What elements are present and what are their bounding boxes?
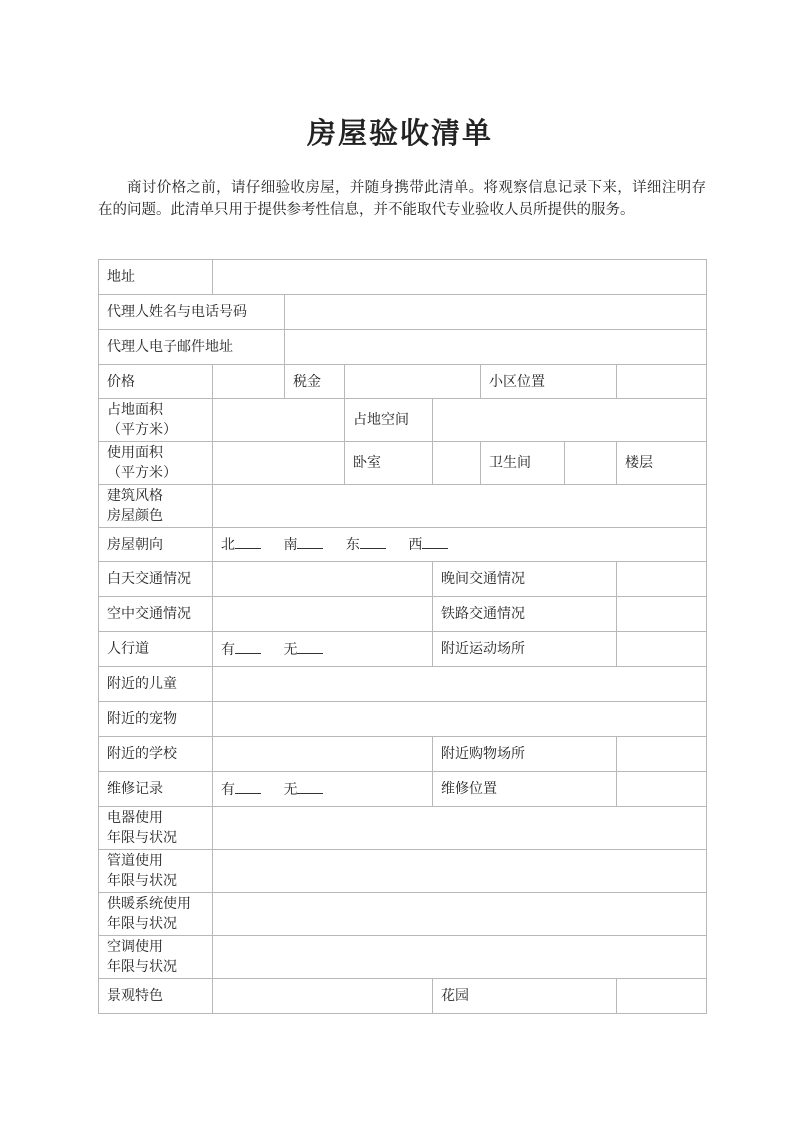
landscape-field[interactable]: [213, 979, 433, 1014]
usable-area-label-line2: （平方米）: [107, 465, 177, 481]
nearby-schools-field[interactable]: [213, 737, 433, 772]
dir-north: 北: [221, 537, 235, 553]
sidewalk-label: 人行道: [99, 632, 213, 667]
lot-space-label: 占地空间: [345, 399, 433, 442]
appliance-label-line2: 年限与状况: [107, 830, 177, 846]
floor-label: 楼层: [625, 455, 653, 471]
pipe-label: [99, 850, 213, 893]
nearby-shopping-label: 附近购物场所: [433, 737, 617, 772]
agent-email-label: 代理人电子邮件地址: [99, 330, 285, 365]
repair-yes-blank[interactable]: [235, 779, 261, 794]
rail-traffic-label: 铁路交通情况: [433, 597, 617, 632]
ac-label-line1: 空调使用: [107, 939, 163, 955]
nearby-sports-field[interactable]: [617, 632, 707, 667]
heating-label-line1: 供暖系统使用: [107, 896, 191, 912]
sidewalk-yes-blank[interactable]: [235, 639, 261, 654]
repair-yes: 有: [221, 781, 235, 798]
bathroom-label: 卫生间: [481, 442, 565, 485]
house-color-label-line2: 房屋颜色: [107, 508, 163, 524]
nearby-pets-field[interactable]: [213, 702, 707, 737]
lot-area-label-line1: 占地面积: [107, 402, 163, 418]
nearby-children-label: 附近的儿童: [99, 667, 213, 702]
repair-no: 无: [283, 781, 298, 798]
price-field[interactable]: [213, 365, 285, 399]
community-location-field[interactable]: [617, 365, 707, 399]
heating-label-line2: 年限与状况: [107, 916, 177, 932]
night-traffic-field[interactable]: [617, 562, 707, 597]
sidewalk-no-blank[interactable]: [297, 639, 323, 654]
sidewalk-no: 无: [283, 641, 298, 658]
nearby-schools-label: 附近的学校: [99, 737, 213, 772]
inspection-form: [98, 259, 707, 1014]
dir-east: 东: [345, 537, 360, 553]
nearby-children-field[interactable]: [213, 667, 707, 702]
repair-no-blank[interactable]: [297, 779, 323, 794]
garden-field[interactable]: [617, 979, 707, 1014]
dir-west-blank[interactable]: [422, 534, 448, 549]
tax-field[interactable]: [345, 365, 481, 399]
dir-south: 南: [283, 537, 298, 553]
tax-label: 税金: [285, 365, 345, 399]
dir-north-blank[interactable]: [235, 534, 261, 549]
ac-label-line2: 年限与状况: [107, 959, 177, 975]
dir-west: 西: [408, 537, 423, 553]
usable-area-field[interactable]: [213, 442, 345, 485]
agent-name-phone-field[interactable]: [285, 295, 707, 330]
pipe-field[interactable]: [213, 850, 707, 893]
price-label: 价格: [99, 365, 213, 399]
arch-style-field[interactable]: [213, 485, 707, 528]
appliance-label: [99, 807, 213, 850]
arch-style-label-line1: 建筑风格: [107, 488, 163, 504]
intro-paragraph: 商讨价格之前，请仔细验收房屋，并随身携带此清单。将观察信息记录下来，详细注明存在的问题。此清单只用于提供参考性信息，并不能取代专业验收人员所提供的服务。: [98, 180, 706, 218]
agent-email-field[interactable]: [285, 330, 707, 365]
sidewalk-field[interactable]: [213, 632, 433, 667]
heating-field[interactable]: [213, 893, 707, 936]
agent-name-phone-label: 代理人姓名与电话号码: [99, 295, 285, 330]
orientation-field[interactable]: [213, 528, 707, 562]
ac-label: [99, 936, 213, 979]
sidewalk-yes: 有: [221, 641, 235, 658]
nearby-shopping-field[interactable]: [617, 737, 707, 772]
repair-location-label: 维修位置: [433, 772, 617, 807]
garden-label: 花园: [433, 979, 617, 1014]
address-label: 地址: [99, 260, 213, 295]
usable-area-label-line1: 使用面积: [107, 445, 163, 461]
lot-area-field[interactable]: [213, 399, 345, 442]
bedroom-field[interactable]: [433, 442, 481, 485]
nearby-sports-label: 附近运动场所: [433, 632, 617, 667]
usable-area-label: [99, 442, 213, 485]
rail-traffic-field[interactable]: [617, 597, 707, 632]
address-field[interactable]: [213, 260, 707, 295]
day-traffic-label: 白天交通情况: [99, 562, 213, 597]
landscape-label: 景观特色: [99, 979, 213, 1014]
document-title: 房屋验收清单: [306, 116, 493, 150]
ac-field[interactable]: [213, 936, 707, 979]
day-traffic-field[interactable]: [213, 562, 433, 597]
dir-east-blank[interactable]: [360, 534, 386, 549]
air-traffic-label: 空中交通情况: [99, 597, 213, 632]
heating-label: [99, 893, 213, 936]
bedroom-label: 卧室: [345, 442, 433, 485]
orientation-label: 房屋朝向: [99, 528, 213, 562]
repair-record-label: 维修记录: [99, 772, 213, 807]
air-traffic-field[interactable]: [213, 597, 433, 632]
lot-space-field[interactable]: [433, 399, 707, 442]
community-location-label: 小区位置: [481, 365, 617, 399]
bathroom-field[interactable]: [565, 442, 617, 485]
lot-area-label-line2: （平方米）: [107, 422, 177, 438]
repair-location-field[interactable]: [617, 772, 707, 807]
night-traffic-label: 晚间交通情况: [433, 562, 617, 597]
pipe-label-line1: 管道使用: [107, 853, 163, 869]
appliance-field[interactable]: [213, 807, 707, 850]
floor-cell: [617, 442, 707, 485]
pipe-label-line2: 年限与状况: [107, 873, 177, 889]
appliance-label-line1: 电器使用: [107, 810, 163, 826]
arch-style-label: [99, 485, 213, 528]
nearby-pets-label: 附近的宠物: [99, 702, 213, 737]
repair-record-field[interactable]: [213, 772, 433, 807]
dir-south-blank[interactable]: [297, 534, 323, 549]
lot-area-label: [99, 399, 213, 442]
